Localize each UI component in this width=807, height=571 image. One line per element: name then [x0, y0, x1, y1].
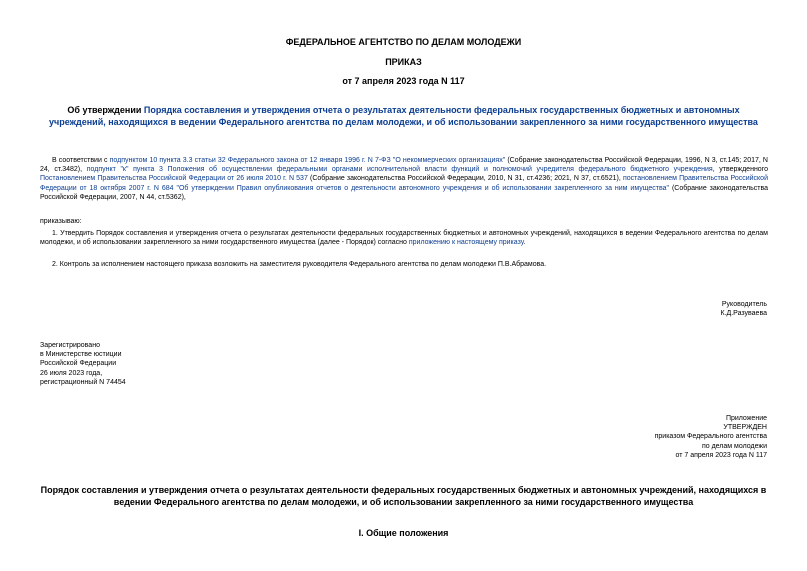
legal-basis-paragraph [40, 156, 768, 202]
appendix-block [655, 414, 767, 460]
basis-link-regulation[interactable]: подпункт "к" пункта 3 Положения об осуществлении федеральными органами исполнительной власти функций и полномочий учредителя федерального бюджетного учреждения [86, 166, 713, 174]
order-date-number: от 7 апреля 2023 года N 117 [342, 76, 465, 86]
basis-link-resolution-537[interactable]: Постановлением Правительства Российской Федерации от 26 июля 2010 г. N 537 [40, 175, 308, 183]
registration-line-2: в Министерстве юстиции [40, 351, 122, 359]
registration-block [40, 341, 126, 387]
agency-name: ФЕДЕРАЛЬНОЕ АГЕНТСТВО ПО ДЕЛАМ МОЛОДЕЖИ [285, 37, 522, 47]
section-heading: I. Общие положения [358, 528, 449, 538]
registration-number: регистрационный N 74454 [40, 378, 126, 386]
order-word: приказываю: [40, 218, 82, 225]
basis-text-5: (Собрание законодательства Российской Федерации, 2007, N 44, ст.5362), [40, 184, 768, 201]
order-item-1 [40, 229, 768, 247]
appendix-date: от 7 апреля 2023 года N 117 [675, 451, 767, 459]
item-1-end: . [523, 239, 526, 247]
basis-text-2: (Собрание законодательства Российской Федерации, 1996, N 3, ст.145; 2017, N 24, ст.3482), [40, 157, 768, 174]
basis-text-4: (Собрание законодательства Российской Федерации, 2010, N 31, ст.4236; 2021, N 37, ст.6521), [307, 175, 623, 183]
order-item-2: 2. Контроль за исполнением настоящего приказа возложить на заместителя руководителя Федерального агентства по делам молодежи П.В.Абрамова. [52, 261, 547, 268]
appendix-link[interactable]: приложению к настоящему приказу [408, 239, 524, 247]
basis-link-federal-law[interactable]: подпунктом 10 пункта 3.3 статьи 32 Федерального закона от 12 января 1996 г. N 7-ФЗ "О некоммерческих организациях" [109, 157, 506, 164]
registration-line-1: Зарегистрировано [40, 342, 100, 349]
signer-position: Руководитель [721, 301, 767, 308]
registration-date: 26 июля 2023 года, [40, 369, 103, 377]
procedure-title: Порядок составления и утверждения отчета о результатах деятельности федеральных государственных бюджетных и автономных учреждений, находящихся в ведении Федерального агентства по делам молодежи, и об использовании закрепленного за ними государственного имущества [40, 485, 767, 507]
basis-text-1: В соответствии с [52, 157, 110, 164]
order-title [40, 105, 767, 128]
signature-block [720, 300, 767, 318]
order-title-prefix: Об утверждении [67, 105, 144, 115]
appendix-label: Приложение [725, 415, 767, 422]
signer-name: К.Д.Разуваева [720, 310, 767, 318]
document-type: ПРИКАЗ [385, 57, 422, 67]
appendix-by-order: приказом Федерального агентства [654, 433, 767, 441]
basis-text-3: , утвержденного [712, 166, 768, 174]
order-title-link[interactable]: Порядка составления и утверждения отчета о результатах деятельности федеральных государственных бюджетных и автономных учреждений, находящихся в ведении Федерального агентства по делам молодежи, и об использовании закрепленного за ними государственного имущества [49, 105, 758, 127]
appendix-approved: УТВЕРЖДЕН [723, 424, 767, 432]
item-1-text: 1. Утвердить Порядок составления и утверждения отчета о результатах деятельности федеральных государственных бюджетных и автономных учреждений, находящихся в ведении Федерального агентства по делам молодежи, и об использовании закрепленного за ними государственного имущества (далее - Порядок) согласно [40, 230, 768, 247]
appendix-agency: по делам молодежи [701, 442, 767, 450]
registration-line-3: Российской Федерации [40, 360, 117, 368]
basis-link-resolution-684[interactable]: постановлением Правительства Российской Федерации от 18 октября 2007 г. N 684 "Об утверждении Правил опубликования отчетов о деятельности автономного учреждения и об использовании закрепленного за ним имущества" [40, 175, 768, 192]
